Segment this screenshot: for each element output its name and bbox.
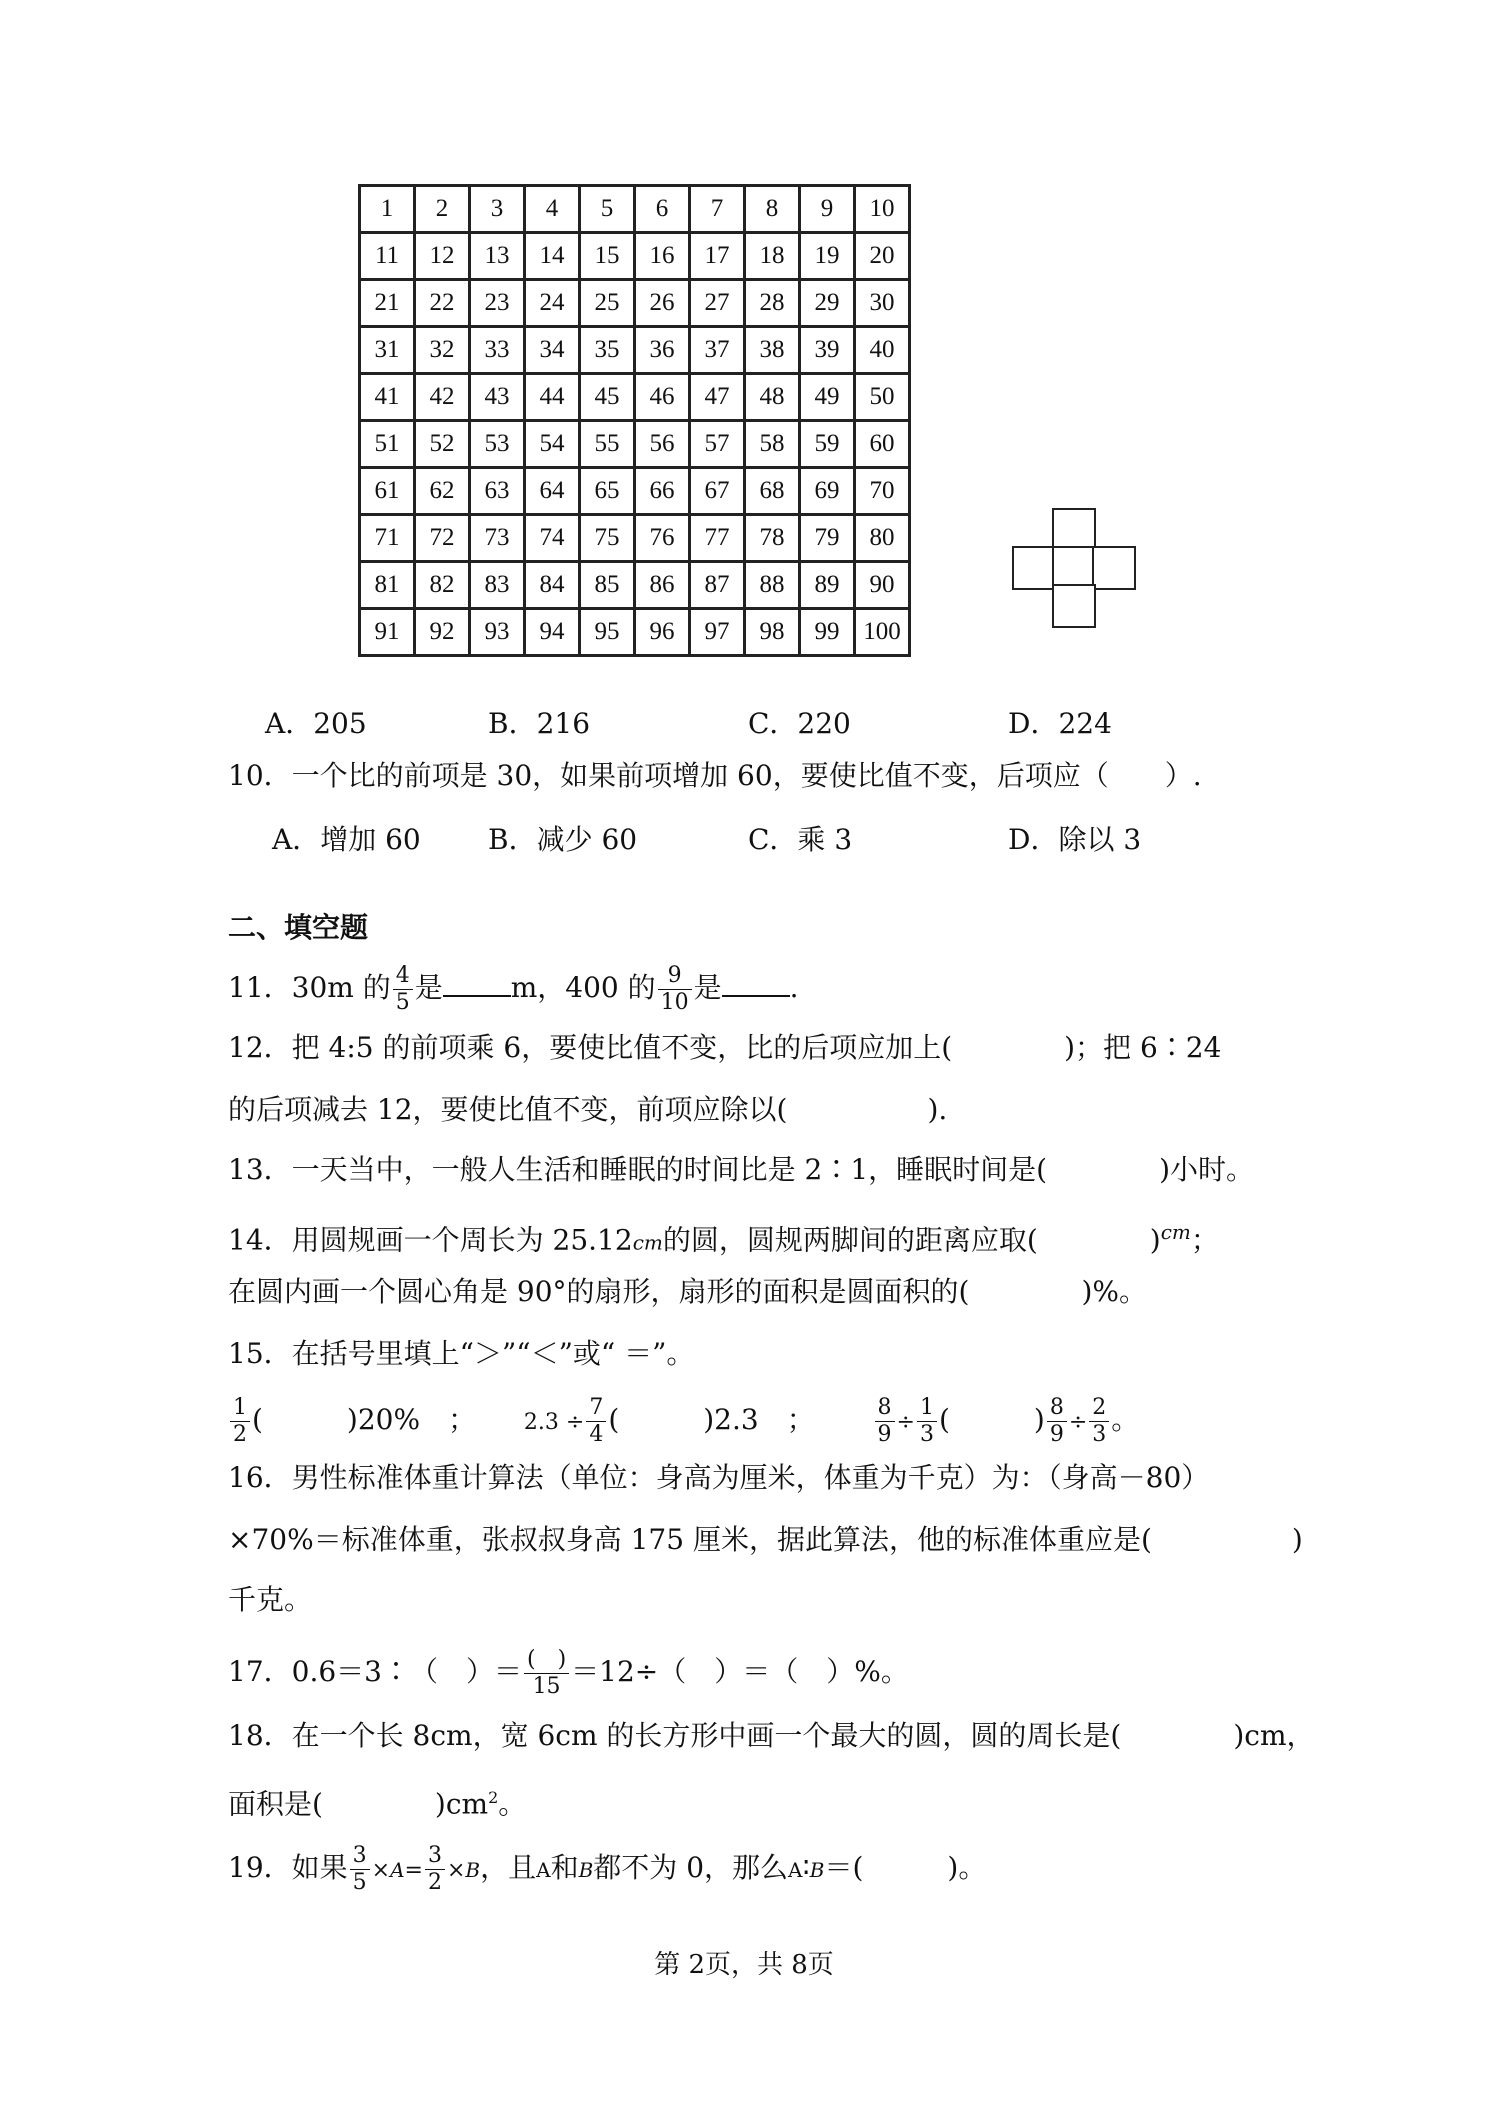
- grid-cell: 70: [855, 468, 910, 515]
- grid-cell: 48: [745, 374, 800, 421]
- grid-cell: 39: [800, 327, 855, 374]
- grid-cell: 72: [415, 515, 470, 562]
- q14-text-1: 14．用圆规画一个周长为 25.12: [228, 1223, 633, 1257]
- q19-var-b-2: B: [578, 1858, 594, 1882]
- q11-blank-2[interactable]: [722, 969, 790, 997]
- q19-text-3: 和: [550, 1851, 579, 1884]
- grid-cell: 6: [635, 186, 690, 233]
- grid-cell: 63: [470, 468, 525, 515]
- grid-cell: 37: [690, 327, 745, 374]
- grid-cell: 88: [745, 562, 800, 609]
- grid-cell: 9: [800, 186, 855, 233]
- q18-superscript: 2: [488, 1788, 499, 1807]
- grid-cell: 49: [800, 374, 855, 421]
- grid-cell: 65: [580, 468, 635, 515]
- grid-cell: 90: [855, 562, 910, 609]
- grid-cell: 25: [580, 280, 635, 327]
- grid-cell: 66: [635, 468, 690, 515]
- grid-cell: 93: [470, 609, 525, 656]
- grid-cell: 74: [525, 515, 580, 562]
- q15-a-fraction: $\frac{1}{2}$: [230, 1395, 250, 1448]
- grid-cell: 27: [690, 280, 745, 327]
- q19-op-2: ×: [446, 1858, 466, 1883]
- q17-text-1: 17．0.6＝3∶（ ）＝: [228, 1655, 522, 1688]
- cross-bottom-square: [1052, 584, 1096, 628]
- grid-cell: 61: [360, 468, 415, 515]
- grid-cell: 57: [690, 421, 745, 468]
- q15-c-blank: ( ): [938, 1403, 1045, 1436]
- grid-cell: 21: [360, 280, 415, 327]
- grid-cell: 31: [360, 327, 415, 374]
- grid-cell: 84: [525, 562, 580, 609]
- grid-cell: 29: [800, 280, 855, 327]
- q19-text-5: ＝( )。: [824, 1851, 987, 1884]
- q19-colon: ∶: [802, 1851, 810, 1884]
- grid-cell: 91: [360, 609, 415, 656]
- grid-cell: 68: [745, 468, 800, 515]
- q19-fraction-1: $\frac{3}{5}$: [350, 1843, 370, 1896]
- q11: [228, 958, 799, 1018]
- q15-c-fraction-4: $\frac{2}{3}$: [1089, 1395, 1109, 1448]
- q15-title: 15．在括号里填上“＞”“＜”或“ ＝”。: [228, 1337, 695, 1370]
- q19-text-4: 都不为 0，那么: [593, 1851, 789, 1884]
- grid-cell: 94: [525, 609, 580, 656]
- grid-cell: 11: [360, 233, 415, 280]
- grid-cell: 3: [470, 186, 525, 233]
- q15-c-fraction-2: $\frac{1}{3}$: [917, 1395, 937, 1448]
- grid-cell: 22: [415, 280, 470, 327]
- grid-cell: 86: [635, 562, 690, 609]
- grid-cell: 46: [635, 374, 690, 421]
- grid-cell: 64: [525, 468, 580, 515]
- grid-cell: 44: [525, 374, 580, 421]
- q15-c-op-1: ÷: [896, 1410, 915, 1435]
- q14-unit-2: cm: [1160, 1220, 1191, 1244]
- q16-line-1: 16．男性标准体重计算法（单位：身高为厘米，体重为千克）为：（身高－80）: [228, 1461, 1210, 1494]
- q10-option-c: C．乘 3: [748, 823, 853, 856]
- q11-text-5: .: [789, 971, 799, 1004]
- grid-cell: 75: [580, 515, 635, 562]
- q15-items: [228, 1388, 1139, 1455]
- grid-cell: 87: [690, 562, 745, 609]
- q19-fraction-2: $\frac{3}{2}$: [425, 1843, 445, 1896]
- grid-cell: 89: [800, 562, 855, 609]
- grid-cell: 56: [635, 421, 690, 468]
- q19-var-a-3: A: [788, 1858, 803, 1882]
- q15-c-fraction-1: $\frac{8}{9}$: [875, 1395, 895, 1448]
- q18-line-1: 18．在一个长 8cm，宽 6cm 的长方形中画一个最大的圆，圆的周长是( )cm，: [228, 1719, 1315, 1752]
- grid-cell: 10: [855, 186, 910, 233]
- grid-cell: 20: [855, 233, 910, 280]
- grid-cell: 19: [800, 233, 855, 280]
- grid-cell: 24: [525, 280, 580, 327]
- grid-cell: 18: [745, 233, 800, 280]
- q19-text-2: ，且: [480, 1851, 537, 1884]
- q9-option-a: A．205: [265, 707, 367, 740]
- q19-var-a: A: [390, 1858, 405, 1882]
- grid-cell: 52: [415, 421, 470, 468]
- q15-c-fraction-3: $\frac{8}{9}$: [1047, 1395, 1067, 1448]
- grid-cell: 13: [470, 233, 525, 280]
- q15-b-fraction: $\frac{7}{4}$: [586, 1395, 606, 1448]
- q17: [228, 1640, 909, 1704]
- grid-row: [360, 421, 910, 468]
- grid-cell: 85: [580, 562, 635, 609]
- grid-cell: 8: [745, 186, 800, 233]
- q11-fraction-2: $\frac{9}{10}$: [658, 963, 692, 1016]
- q9-option-c: C．220: [748, 707, 851, 740]
- grid-cell: 43: [470, 374, 525, 421]
- grid-cell: 2: [415, 186, 470, 233]
- q12-line-1: 12．把 4:5 的前项乘 6，要使比值不变，比的后项应加上( )；把 6∶24: [228, 1031, 1222, 1064]
- q15-b-prefix: 2.3 ÷: [523, 1410, 585, 1435]
- grid-cell: 7: [690, 186, 745, 233]
- grid-cell: 58: [745, 421, 800, 468]
- grid-cell: 1: [360, 186, 415, 233]
- q11-text-4: 是: [693, 971, 722, 1004]
- grid-cell: 96: [635, 609, 690, 656]
- q12-line-2: 的后项减去 12，要使比值不变，前项应除以( ).: [228, 1093, 948, 1126]
- grid-cell: 82: [415, 562, 470, 609]
- q16-line-3: 千克。: [228, 1583, 313, 1616]
- grid-cell: 77: [690, 515, 745, 562]
- q15-c-end: 。: [1111, 1403, 1140, 1436]
- grid-cell: 67: [690, 468, 745, 515]
- grid-cell: 73: [470, 515, 525, 562]
- grid-cell: 4: [525, 186, 580, 233]
- q14-text-2: 的圆，圆规两脚间的距离应取( ): [662, 1223, 1161, 1257]
- section-title: 二、填空题: [228, 911, 369, 944]
- grid-cell: 16: [635, 233, 690, 280]
- grid-row: [360, 186, 910, 233]
- grid-cell: 17: [690, 233, 745, 280]
- q11-text-1: 11．30m 的: [228, 971, 391, 1004]
- grid-cell: 47: [690, 374, 745, 421]
- q11-blank-1[interactable]: [443, 969, 511, 997]
- page-footer: 第 2页，共 8页: [654, 1950, 834, 1980]
- q19-var-b: B: [465, 1858, 481, 1882]
- q18-text-b: 。: [498, 1787, 527, 1821]
- q14-line-1: [228, 1212, 1219, 1262]
- grid-cell: 80: [855, 515, 910, 562]
- grid-cell: 5: [580, 186, 635, 233]
- q11-text-3: m，400 的: [510, 971, 656, 1004]
- grid-row: [360, 468, 910, 515]
- grid-cell: 97: [690, 609, 745, 656]
- grid-cell: 30: [855, 280, 910, 327]
- q10-option-d: D．除以 3: [1008, 823, 1142, 856]
- q19-text-1: 19．如果: [228, 1851, 348, 1884]
- q14-text-3: ；: [1190, 1223, 1219, 1257]
- grid-cell: 76: [635, 515, 690, 562]
- grid-cell: 35: [580, 327, 635, 374]
- grid-cell: 54: [525, 421, 580, 468]
- grid-cell: 45: [580, 374, 635, 421]
- grid-cell: 34: [525, 327, 580, 374]
- grid-cell: 100: [855, 609, 910, 656]
- q11-fraction-1: $\frac{4}{5}$: [393, 963, 413, 1016]
- grid-row: [360, 562, 910, 609]
- grid-cell: 51: [360, 421, 415, 468]
- grid-cell: 99: [800, 609, 855, 656]
- q19-var-a-2: A: [536, 1858, 551, 1882]
- q10-option-a: A．增加 60: [272, 823, 421, 856]
- q10-option-b: B．减少 60: [488, 823, 638, 856]
- q18-text-a: 面积是( )cm: [228, 1787, 489, 1821]
- grid-cell: 26: [635, 280, 690, 327]
- q18-line-2: [228, 1778, 526, 1824]
- grid-cell: 69: [800, 468, 855, 515]
- q17-text-2: ＝12÷（ ）＝（ ）%。: [571, 1655, 909, 1688]
- grid-cell: 55: [580, 421, 635, 468]
- q15-a-text: ( )20% ；: [252, 1403, 477, 1436]
- q19-op-1: ×: [371, 1858, 391, 1883]
- grid-cell: 40: [855, 327, 910, 374]
- q15-c-op-2: ÷: [1068, 1410, 1088, 1435]
- cross-left-square: [1012, 546, 1056, 590]
- q16-line-2: ×70%＝标准体重，张叔叔身高 175 厘米，据此算法，他的标准体重应是( ): [228, 1523, 1303, 1556]
- q10-text: 10．一个比的前项是 30，如果前项增加 60，要使比值不变，后项应（ ）.: [228, 759, 1202, 792]
- grid-cell: 36: [635, 327, 690, 374]
- grid-cell: 98: [745, 609, 800, 656]
- grid-cell: 28: [745, 280, 800, 327]
- grid-row: [360, 233, 910, 280]
- grid-row: [360, 327, 910, 374]
- grid-row: [360, 609, 910, 656]
- q19-var-b-3: B: [809, 1858, 825, 1882]
- grid-cell: 23: [470, 280, 525, 327]
- grid-cell: 95: [580, 609, 635, 656]
- grid-cell: 71: [360, 515, 415, 562]
- grid-cell: 32: [415, 327, 470, 374]
- grid-row: [360, 280, 910, 327]
- grid-cell: 62: [415, 468, 470, 515]
- q17-fraction: $\frac{( )}{15}$: [524, 1647, 569, 1700]
- q15-b-text: ( )2.3 ；: [608, 1403, 815, 1436]
- q9-option-d: D．224: [1008, 707, 1112, 740]
- q14-unit-1: cm: [632, 1230, 663, 1255]
- grid-cell: 41: [360, 374, 415, 421]
- grid-cell: 81: [360, 562, 415, 609]
- cross-right-square: [1092, 546, 1136, 590]
- q19: [228, 1836, 986, 1903]
- grid-cell: 50: [855, 374, 910, 421]
- grid-row: [360, 374, 910, 421]
- grid-cell: 92: [415, 609, 470, 656]
- grid-cell: 38: [745, 327, 800, 374]
- grid-row: [360, 515, 910, 562]
- grid-cell: 15: [580, 233, 635, 280]
- grid-cell: 42: [415, 374, 470, 421]
- hundred-number-grid: [358, 184, 911, 657]
- grid-cell: 33: [470, 327, 525, 374]
- q9-option-b: B．216: [488, 707, 591, 740]
- grid-cell: 60: [855, 421, 910, 468]
- grid-cell: 59: [800, 421, 855, 468]
- grid-cell: 78: [745, 515, 800, 562]
- grid-cell: 79: [800, 515, 855, 562]
- q19-equals: =: [404, 1858, 423, 1883]
- q14-line-2: 在圆内画一个圆心角是 90°的扇形，扇形的面积是圆面积的( )%。: [228, 1275, 1147, 1308]
- grid-cell: 12: [415, 233, 470, 280]
- grid-cell: 83: [470, 562, 525, 609]
- q13-text: 13．一天当中，一般人生活和睡眠的时间比是 2∶1，睡眠时间是( )小时。: [228, 1153, 1255, 1186]
- q11-text-2: 是: [414, 971, 443, 1004]
- grid-cell: 14: [525, 233, 580, 280]
- grid-cell: 53: [470, 421, 525, 468]
